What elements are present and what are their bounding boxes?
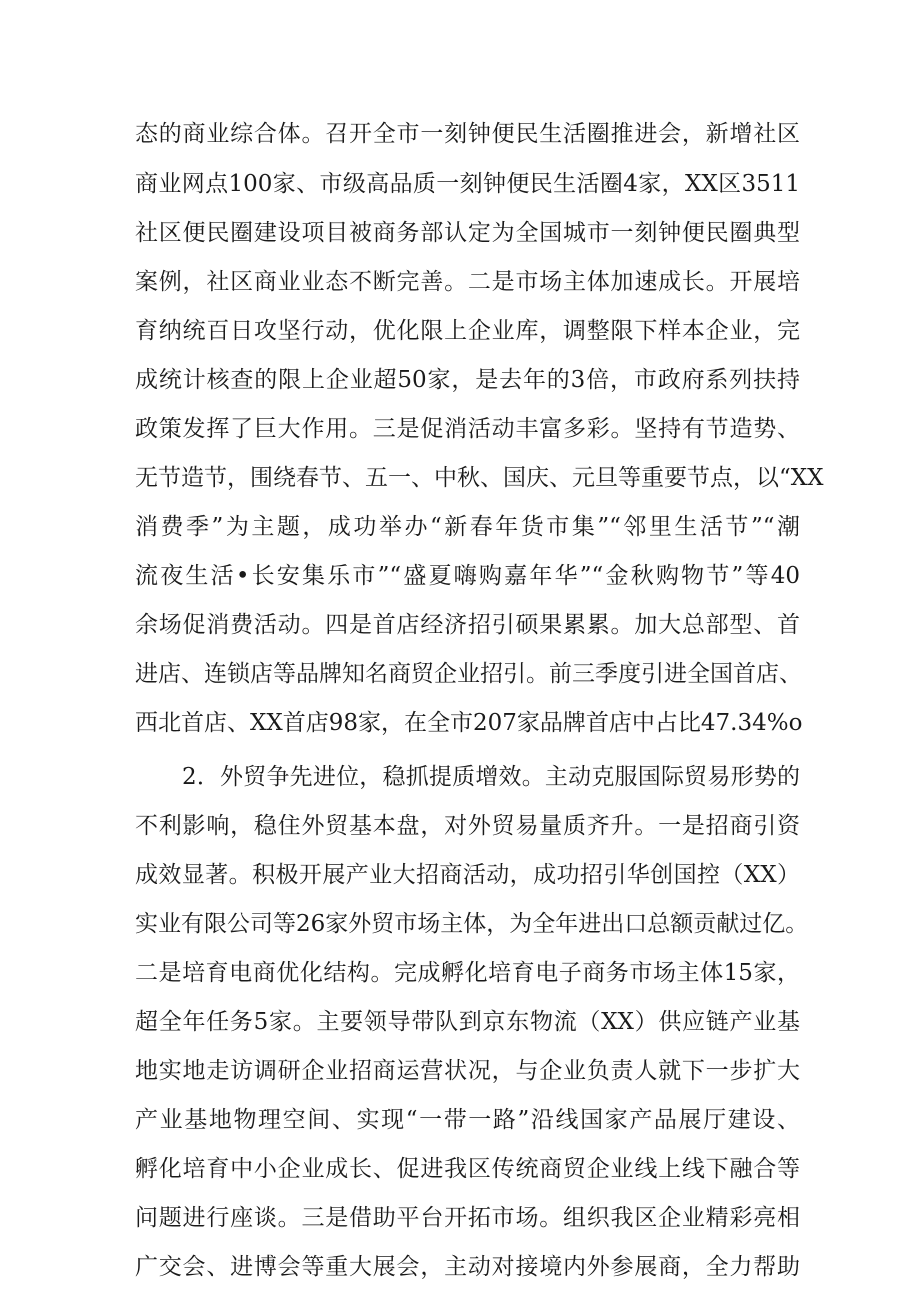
- text-line: 产业基地物理空间、实现“一带一路”沿线国家产品展厅建设、: [135, 1107, 800, 1133]
- text-line: 孵化培育中小企业成长、促进我区传统商贸企业线上线下融合等: [135, 1156, 800, 1182]
- text-line: 进店、连锁店等品牌知名商贸企业招引。前三季度引进全国首店、: [135, 661, 802, 687]
- text-line: 无节造节，围绕春节、五一、中秋、国庆、元旦等重要节点，以“XX: [135, 465, 824, 491]
- text-line: 余场促消费活动。四是首店经济招引硕果累累。加大总部型、首: [135, 612, 800, 638]
- text-line: 案例，社区商业业态不断完善。二是市场主体加速成长。开展培: [135, 269, 800, 295]
- text-line: 消费季”为主题，成功举办“新春年货市集”“邻里生活节”“潮: [135, 514, 800, 540]
- text-line: 社区便民圈建设项目被商务部认定为全国城市一刻钟便民圈典型: [135, 220, 800, 246]
- text-line: 西北首店、XX首店98家，在全市207家品牌首店中占比47.34%o: [135, 710, 803, 736]
- text-line: 态的商业综合体。召开全市一刻钟便民生活圈推进会，新增社区: [135, 121, 800, 147]
- section-heading-line: 2．外贸争先进位，稳抓提质增效。主动克服国际贸易形势的: [182, 764, 800, 790]
- text-line: 流夜生活•长安集乐市”“盛夏嗨购嘉年华”“金秋购物节”等40: [135, 563, 800, 589]
- text-line: 超全年任务5家。主要领导带队到京东物流（XX）供应链产业基: [135, 1009, 800, 1035]
- text-line: 不利影响，稳住外贸基本盘，对外贸易量质齐升。一是招商引资: [135, 813, 800, 839]
- text-line: 成统计核查的限上企业超50家，是去年的3倍，市政府系列扶持: [135, 367, 800, 393]
- text-line: 地实地走访调研企业招商运营状况，与企业负责人就下一步扩大: [135, 1058, 800, 1084]
- text-line: 广交会、进博会等重大展会，主动对接境内外参展商，全力帮助: [135, 1254, 800, 1280]
- text-line: 政策发挥了巨大作用。三是促消活动丰富多彩。坚持有节造势、: [135, 416, 800, 442]
- text-line: 二是培育电商优化结构。完成孵化培育电子商务市场主体15家，: [135, 960, 800, 986]
- text-line: 实业有限公司等26家外贸市场主体，为全年进出口总额贡献过亿。: [135, 911, 809, 937]
- text-line: 育纳统百日攻坚行动，优化限上企业库，调整限下样本企业，完: [135, 318, 800, 344]
- text-line: 问题进行座谈。三是借助平台开拓市场。组织我区企业精彩亮相: [135, 1205, 800, 1231]
- text-line: 商业网点100家、市级高品质一刻钟便民生活圈4家，XX区3511: [135, 171, 800, 197]
- text-line: 成效显著。积极开展产业大招商活动，成功招引华创国控（XX）: [135, 862, 800, 888]
